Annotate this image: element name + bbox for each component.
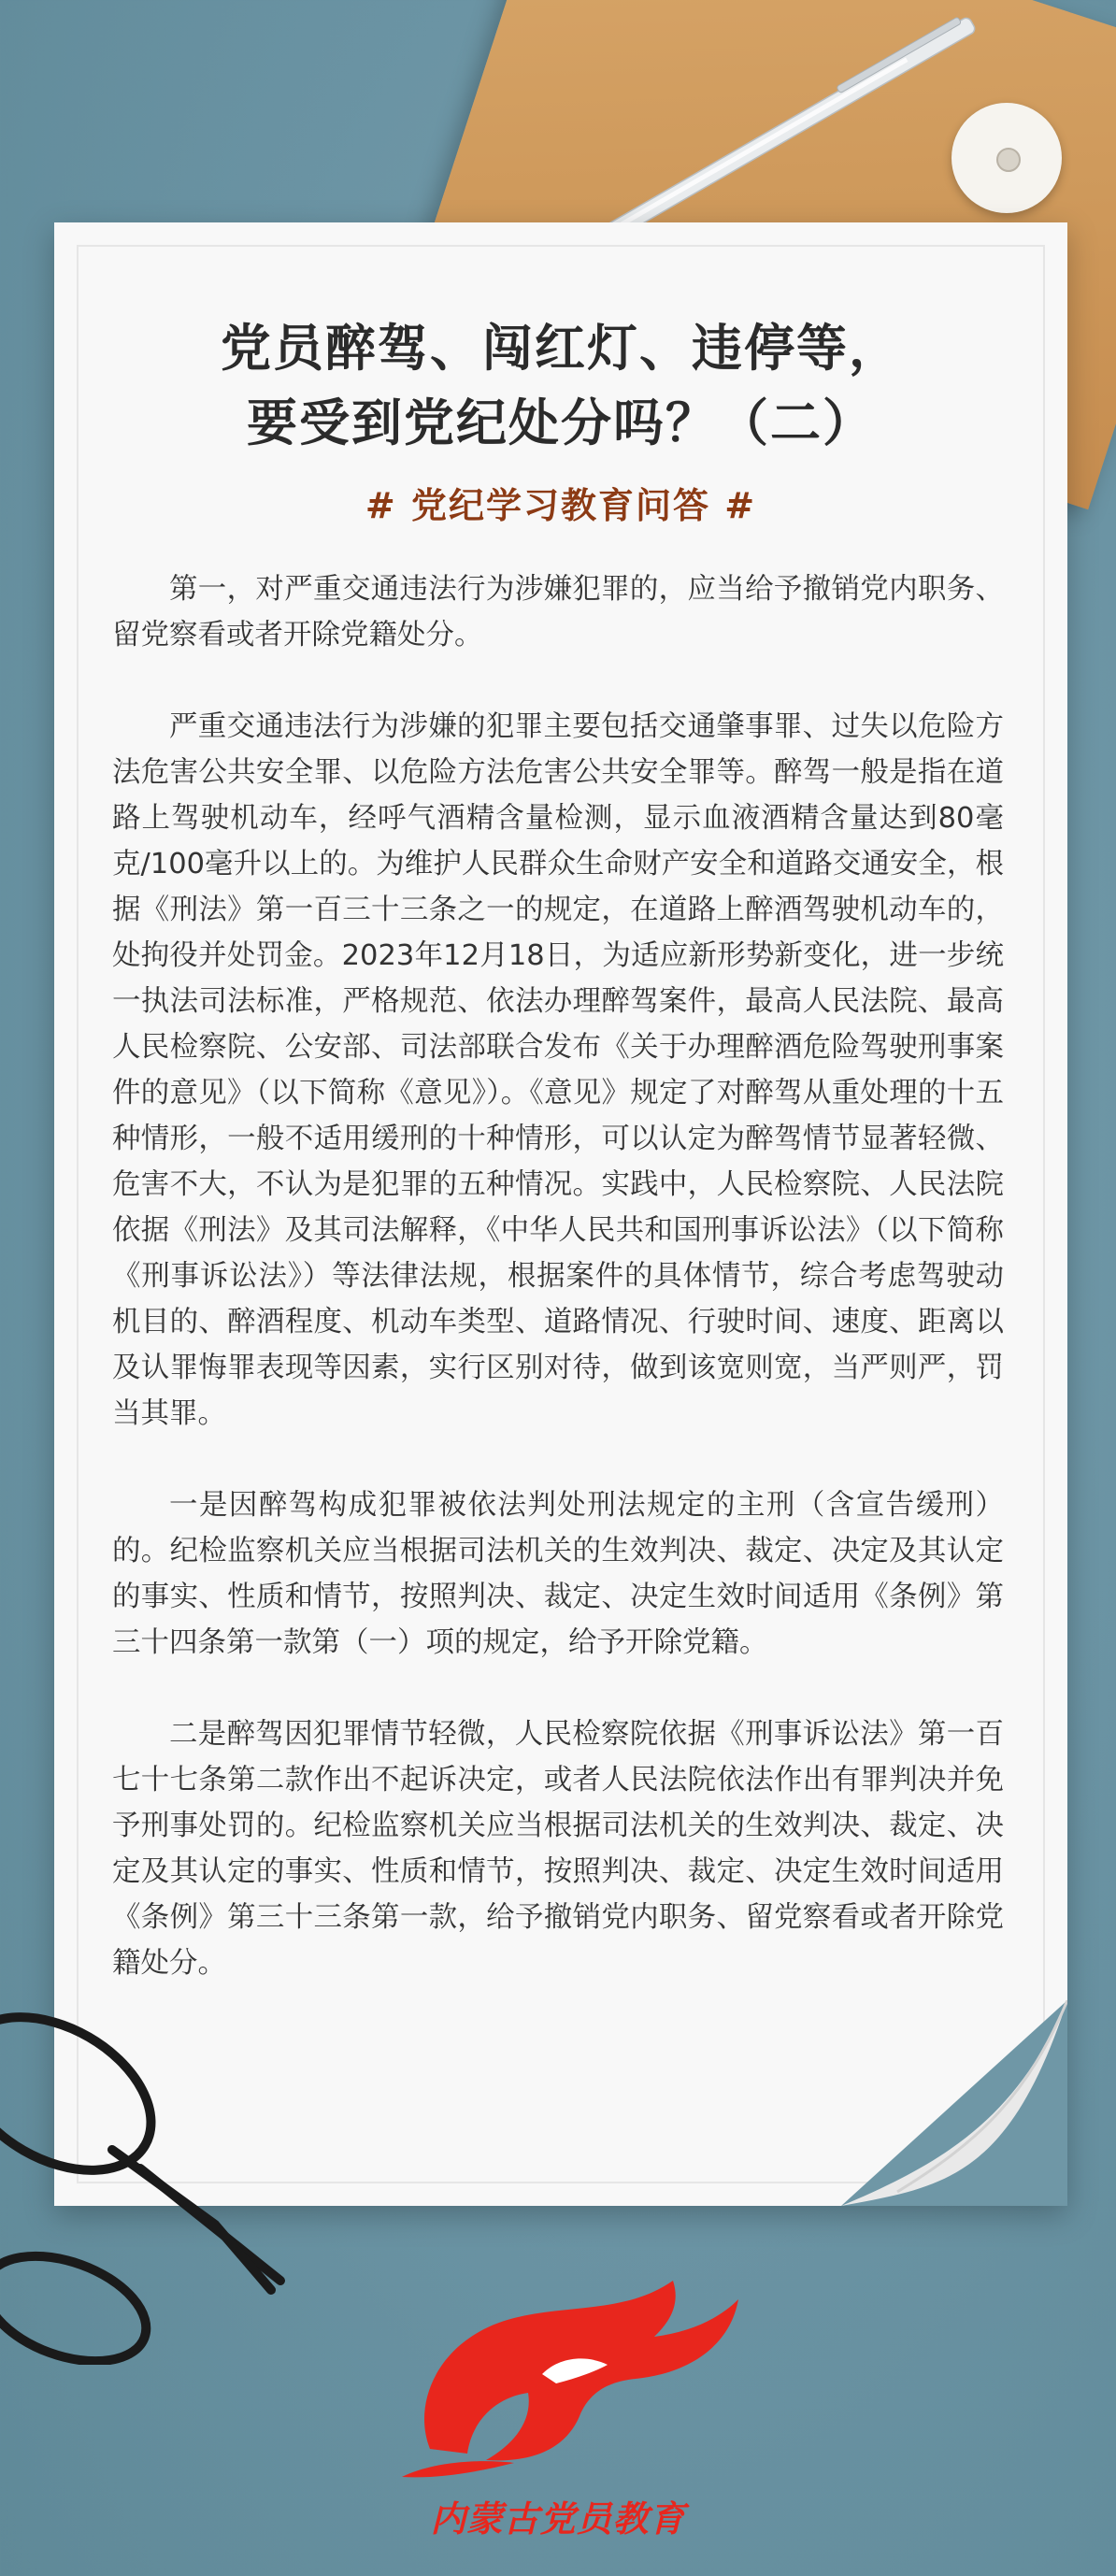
- paragraph-4: 二是醉驾因犯罪情节轻微，人民检察院依据《刑事诉讼法》第一百七十七条第二款作出不起诉决定，或者人民法院依法作出有罪判决并免予刑事处罚的。纪检监察机关应当根据司法机关的生效判决、裁定、决定及其认定的事实、性质和情节，按照判决、裁定、决定生效时间适用《条例》第三十三条第一款，给予撤销党内职务、留党察看或者开除党籍处分。: [112, 1718, 1004, 1980]
- paragraph-2: 严重交通违法行为涉嫌的犯罪主要包括交通肇事罪、过失以危险方法危害公共安全罪、以危险方法危害公共安全罪等。醉驾一般是指在道路上驾驶机动车，经呼气酒精含量检测，显示血液酒精含量达到80毫克/100毫升以上的。为维护人民群众生命财产安全和道路交通安全，根据《刑法》第一百三十三条之一的规定，在道路上醉酒驾驶机动车的，处拘役并处罚金。2023年12月18日，为适应新形势新变化，进一步统一执法司法标准，严格规范、依法办理醉驾案件，最高人民法院、最高人民检察院、公安部、司法部联合发布《关于办理醉酒危险驾驶刑事案件的意见》（以下简称《意见》）。《意见》规定了对醉驾从重处理的十五种情形，一般不适用缓刑的十种情形，可以认定为醉驾情节显著轻微、危害不大，不认为是犯罪的五种情况。实践中，人民检察院、人民法院依据《刑法》及其司法解释，《中华人民共和国刑事诉讼法》（以下简称《刑事诉讼法》）等法律法规，根据案件的具体情节，综合考虑驾驶动机目的、醉酒程度、机动车类型、道路情况、行驶时间、速度、距离以及认罪悔罪表现等因素，实行区别对待，做到该宽则宽，当严则严，罚当其罪。: [112, 710, 1004, 1430]
- paragraph-1: 第一，对严重交通违法行为涉嫌犯罪的，应当给予撤销党内职务、留党察看或者开除党籍处分。: [112, 573, 1004, 651]
- horse-logo-icon: [374, 2262, 742, 2486]
- glasses-icon: [0, 2010, 318, 2365]
- article-body: [112, 566, 1004, 2032]
- page-subtitle: # 党纪学习教育问答 #: [365, 485, 757, 526]
- page-title-line1: 党员醉驾、闯红灯、违停等，: [221, 319, 901, 378]
- page-title-line2: 要受到党纪处分吗？（二）: [247, 394, 875, 452]
- paragraph-3: 一是因醉驾构成犯罪被依法判处刑法规定的主刑（含宣告缓刑）的。纪检监察机关应当根据司法机关的生效判决、裁定、决定及其认定的事实、性质和情节，按照判决、裁定、决定生效时间适用《条例》第三十四条第一款第（一）项的规定，给予开除党籍。: [112, 1489, 1004, 1659]
- logo-text: 内蒙古党员教育: [430, 2498, 686, 2540]
